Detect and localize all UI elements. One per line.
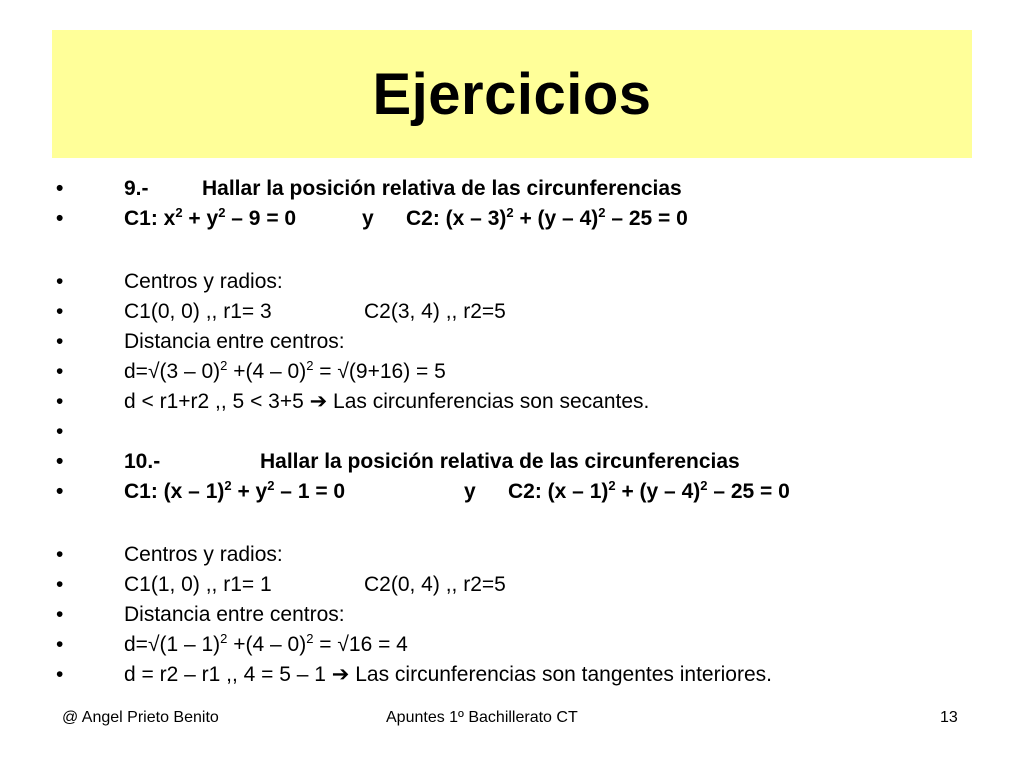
list-item	[56, 174, 1006, 204]
footer-page-number: 13	[940, 709, 958, 726]
slide-title: Ejercicios	[372, 61, 652, 127]
list-item	[56, 267, 1006, 297]
ex10-eq-c1: C1: $(x - 1)^2 + y^2 - 1 = 0$	[124, 478, 346, 503]
list-item	[56, 327, 1006, 357]
ex10-eq-y: y	[464, 480, 476, 503]
bullet-icon: •	[56, 390, 64, 413]
list-item	[56, 477, 1006, 507]
bullet-icon: •	[56, 360, 64, 383]
list-item	[56, 234, 1006, 267]
bullet-icon: •	[56, 270, 64, 293]
ex10-header-num: 10.-	[124, 450, 161, 473]
bullet-icon: •	[56, 543, 64, 566]
ex10-distancia: Distancia entre centros:	[124, 603, 345, 626]
list-item	[56, 204, 1006, 234]
bullet-icon: •	[56, 480, 64, 503]
ex9-conclusion: d < r1+r2 ,, 5 < 3+5 ➔ Las circunferencias son secantes.	[124, 390, 650, 413]
bullet-list	[56, 174, 1006, 690]
list-item	[56, 297, 1006, 327]
list-item	[56, 387, 1006, 417]
list-item	[56, 600, 1006, 630]
ex10-c1-info: C1(1, 0) ,, r1= 1	[124, 573, 272, 596]
ex10-conclusion: d = r2 – r1 ,, 4 = 5 – 1 ➔ Las circunferencias son tangentes interiores.	[124, 663, 772, 686]
ex9-eq-c1: C1: $x^2 + y^2 - 9 = 0$	[124, 205, 297, 230]
list-item	[56, 507, 1006, 540]
ex9-header-num: 9.-	[124, 177, 149, 200]
list-item	[56, 570, 1006, 600]
list-item	[56, 357, 1006, 387]
ex9-header-text: Hallar la posición relativa de las circunferencias	[202, 177, 682, 200]
footer-author: @ Angel Prieto Benito	[62, 709, 219, 726]
title-band	[52, 30, 972, 158]
bullet-icon: •	[56, 663, 64, 686]
bullet-icon: •	[56, 603, 64, 626]
list-item	[56, 540, 1006, 570]
ex9-centros: Centros y radios:	[124, 270, 283, 293]
footer-course: Apuntes 1º Bachillerato CT	[386, 709, 578, 726]
ex10-centros: Centros y radios:	[124, 543, 283, 566]
bullet-icon: •	[56, 450, 64, 473]
list-item	[56, 630, 1006, 660]
ex9-distancia: Distancia entre centros:	[124, 330, 345, 353]
ex9-c1-info: C1(0, 0) ,, r1= 3	[124, 300, 272, 323]
bullet-icon: •	[56, 207, 64, 230]
ex9-eq-c2: C2: (x – 3)$^2$ + (y – 4)$^2$ – 25 = 0	[406, 205, 688, 230]
ex9-eq-y: y	[362, 207, 374, 230]
ex9-distance-formula: d=√(3 – 0)$^2$ +(4 – 0)$^2$ = √(9+16) = 5	[124, 358, 446, 383]
list-item	[56, 417, 1006, 447]
slide-footer	[0, 706, 1024, 730]
ex10-header-text: Hallar la posición relativa de las circunferencias	[260, 450, 740, 473]
bullet-icon: •	[56, 177, 64, 200]
bullet-icon: •	[56, 633, 64, 656]
list-item	[56, 660, 1006, 690]
ex10-distance-formula: d=√(1 – 1)$^2$ +(4 – 0)$^2$ = √16 = 4	[124, 631, 408, 656]
bullet-icon: •	[56, 573, 64, 596]
ex9-c2-info: C2(3, 4) ,, r2=5	[364, 300, 506, 323]
list-item	[56, 447, 1006, 477]
bullet-icon: •	[56, 420, 64, 443]
bullet-icon: •	[56, 300, 64, 323]
ex10-c2-info: C2(0, 4) ,, r2=5	[364, 573, 506, 596]
ex10-eq-c2: C2: (x – 1)$^2$ + (y – 4)$^2$ – 25 = 0	[508, 478, 790, 503]
bullet-icon: •	[56, 330, 64, 353]
